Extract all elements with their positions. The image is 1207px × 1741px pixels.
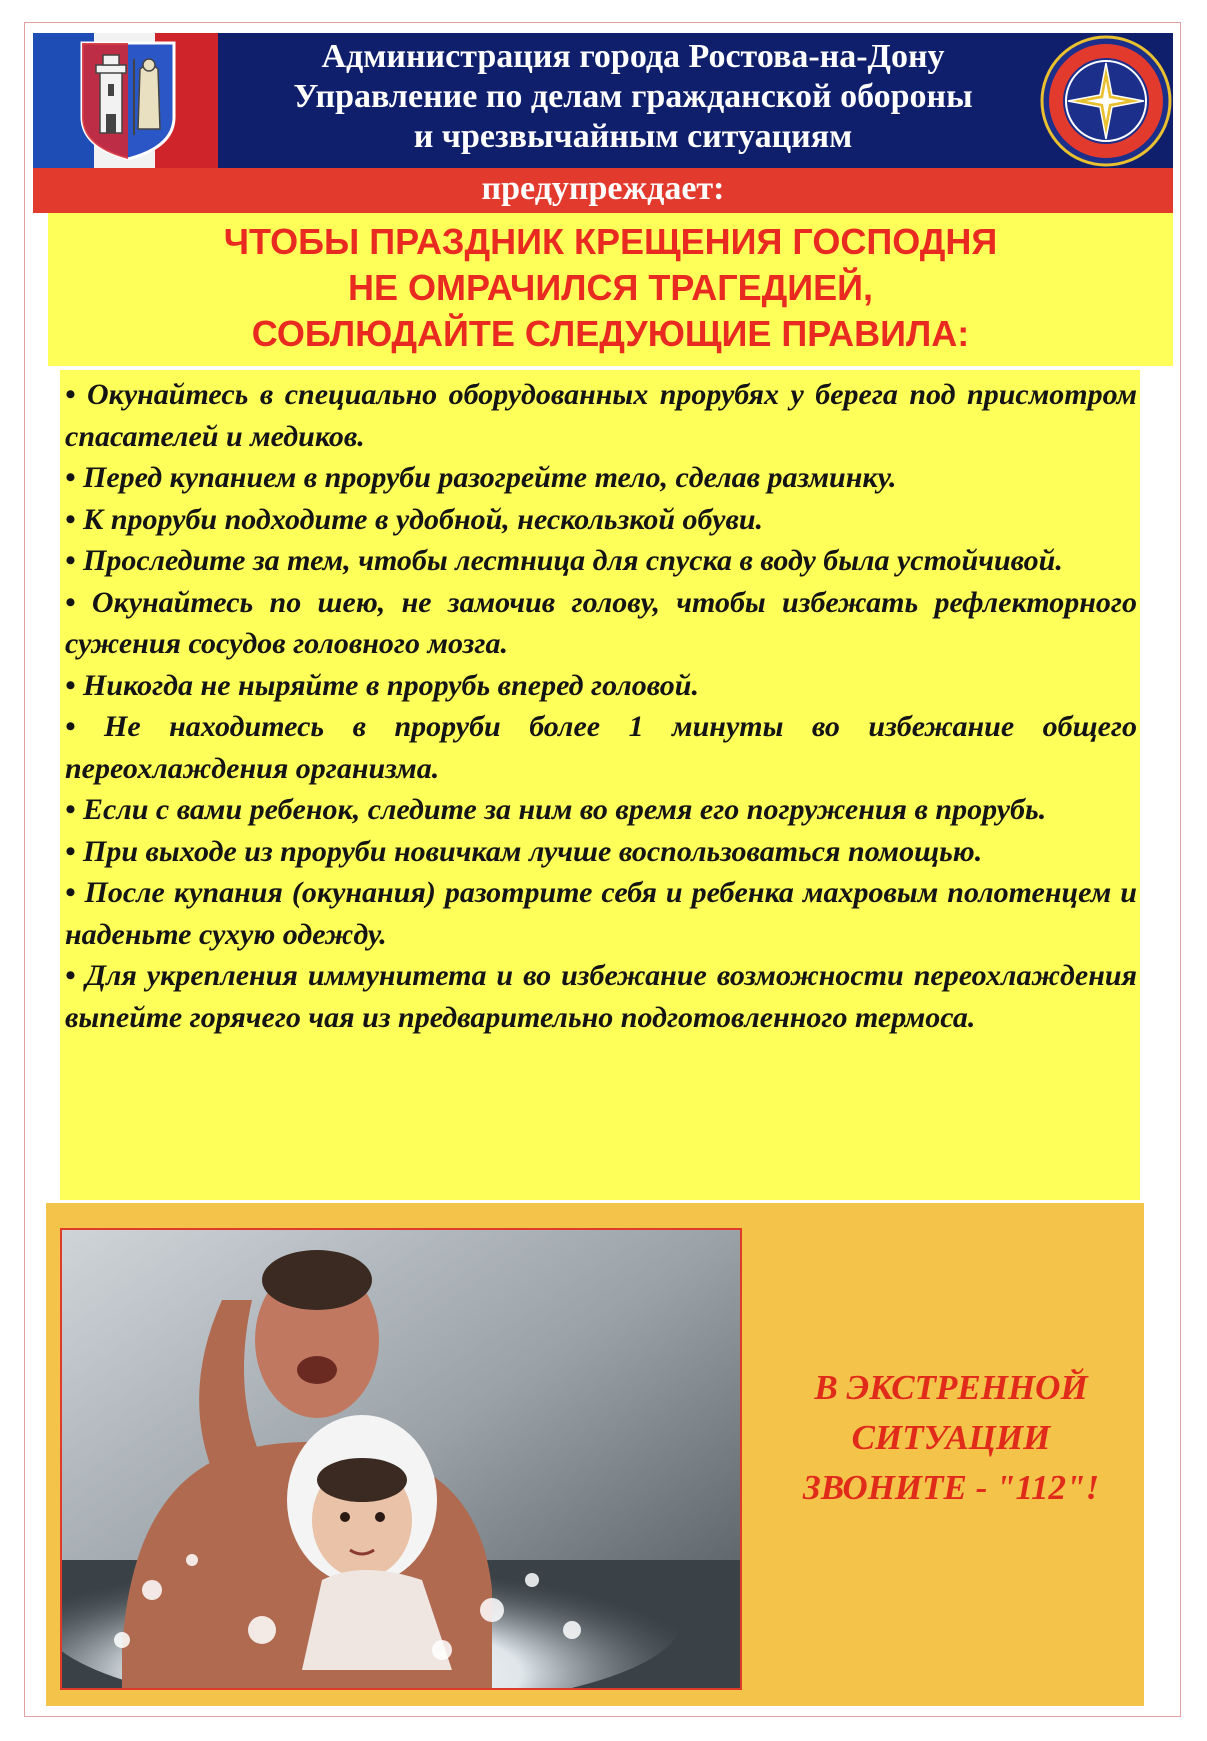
header-title (233, 37, 1033, 157)
baptism-photo-illustration (62, 1230, 740, 1688)
rule-item: • Для укрепления иммунитета и во избежание возможности переохлаждения выпейте горячего чая из предварительно подготовленного термоса. (65, 959, 1137, 1034)
rule-item: • При выходе из проруби новичкам лучше воспользоваться помощью. (65, 834, 983, 868)
headline-text (48, 219, 1173, 357)
headline-line-1: ЧТОБЫ ПРАЗДНИК КРЕЩЕНИЯ ГОСПОДНЯ (223, 221, 998, 262)
headline-box (48, 213, 1173, 366)
header-line-3: и чрезвычайным ситуациям (413, 118, 853, 155)
emergency-line-3: ЗВОНИТЕ - "112"! (802, 1468, 1100, 1507)
warning-band (33, 168, 1173, 213)
rule-item: • После купания (окунания) разотрите себя и ребенка махровым полотенцем и наденьте сухую одежду. (65, 876, 1137, 951)
header-line-1: Администрация города Ростова-на-Дону (321, 38, 945, 75)
bottom-panel (46, 1203, 1144, 1706)
rule-item: • Проследите за тем, чтобы лестница для спуска в воду была устойчивой. (65, 544, 1063, 577)
rule-item: • Никогда не ныряйте в прорубь вперед головой. (65, 668, 699, 702)
rule-item: • Не находитесь в проруби более 1 минуты во избежание общего переохлаждения организма. (65, 710, 1137, 785)
city-flag (33, 33, 218, 168)
rule-item: • К проруби подходите в удобной, нескользкой обуви. (65, 502, 764, 536)
emergency-call-text (786, 1363, 1116, 1513)
rule-item: • Если с вами ребенок, следите за ним во время его погружения в прорубь. (65, 793, 1047, 826)
baptism-photo (60, 1228, 742, 1690)
headline-line-3: СОБЛЮДАЙТЕ СЛЕДУЮЩИЕ ПРАВИЛА: (251, 313, 970, 354)
rules-box (60, 370, 1140, 1200)
header (33, 33, 1173, 168)
civil-defense-emblem-icon (1038, 33, 1174, 169)
emergency-line-2: СИТУАЦИИ (851, 1418, 1051, 1457)
city-coat-of-arms-icon (78, 39, 178, 162)
rule-item: • Перед купанием в проруби разогрейте тело, сделав разминку. (65, 461, 897, 494)
rules-list (65, 374, 1137, 1038)
warns-label: предупреждает: (481, 170, 725, 207)
rule-item: • Окунайтесь по шею, не замочив голову, чтобы избежать рефлекторного сужения сосудов головного мозга. (65, 585, 1137, 660)
headline-line-2: НЕ ОМРАЧИЛСЯ ТРАГЕДИЕЙ, (347, 267, 874, 308)
emergency-line-1: В ЭКСТРЕННОЙ (814, 1368, 1088, 1407)
header-line-2: Управление по делам гражданской обороны (293, 78, 973, 115)
rule-item: • Окунайтесь в специально оборудованных прорубях у берега под присмотром спасателей и медиков. (65, 378, 1137, 453)
